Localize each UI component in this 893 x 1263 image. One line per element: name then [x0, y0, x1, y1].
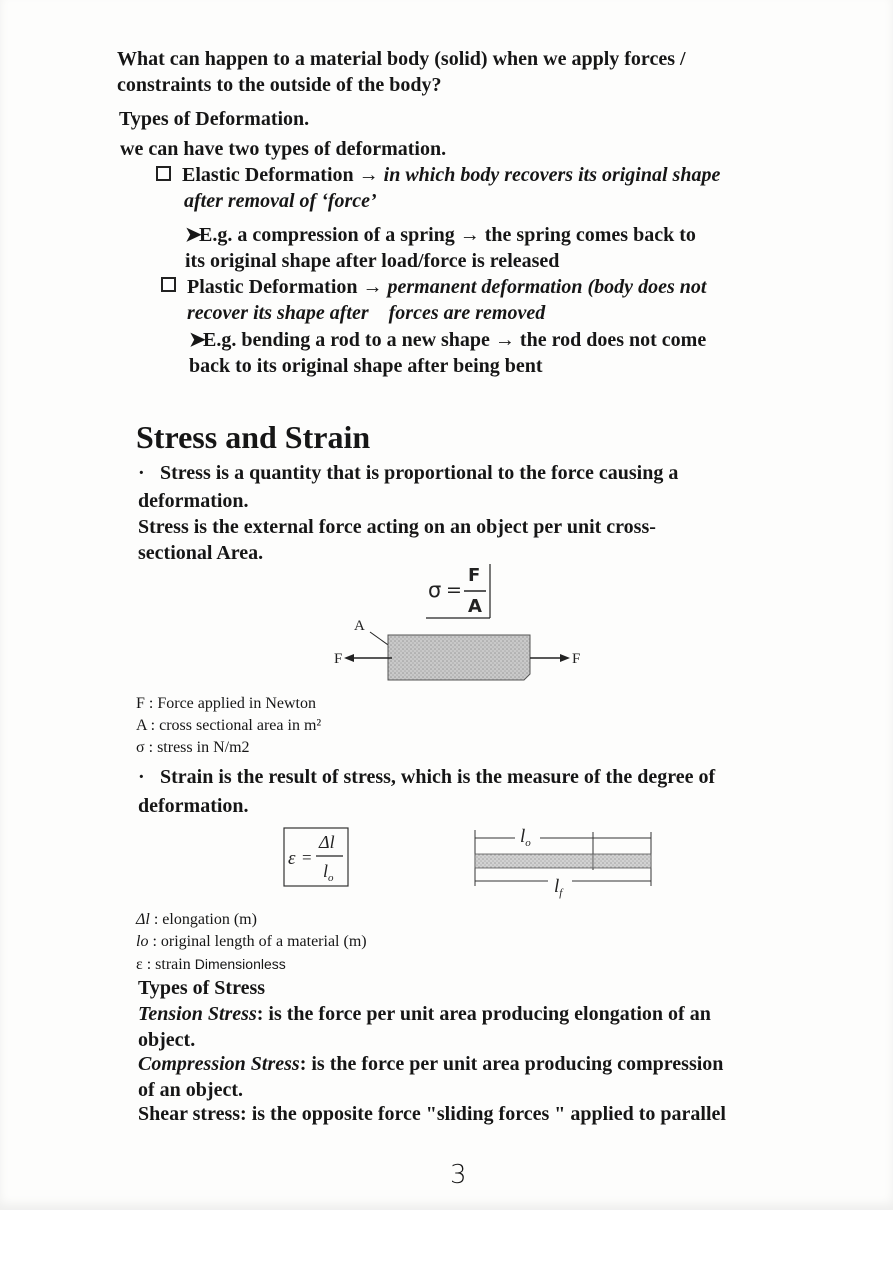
- legend-eps-unit: Dimensionless: [194, 956, 286, 972]
- stress-paragraph-1: [138, 460, 778, 514]
- plastic-def-line-1: permanent deformation (body does not: [387, 276, 707, 298]
- strain-line-1: Strain is the result of stress, which is the measure of the degree of: [160, 766, 716, 788]
- legend-strain: [136, 953, 367, 976]
- types-of-deformation-heading: Types of Deformation.: [119, 108, 310, 130]
- plastic-label: Plastic Deformation →: [187, 276, 383, 298]
- elastic-label: Elastic Deformation →: [182, 164, 379, 186]
- sigma-symbol: σ: [428, 578, 442, 602]
- numerator-f: F: [468, 565, 481, 586]
- legend-lo-text: : original length of a material (m): [148, 933, 367, 950]
- stress-p1-line-1: Stress is a quantity that is proportional to the force causing a: [160, 462, 679, 484]
- denominator-a: A: [468, 596, 482, 617]
- intro-question: [117, 46, 797, 98]
- legend-lo-symbol: lo: [136, 933, 149, 950]
- original-rod: [475, 854, 593, 868]
- rod-elongation-figure: [470, 826, 660, 906]
- lo-label: $l_o$: [520, 826, 531, 849]
- legend-elongation-text: : elongation (m): [149, 911, 257, 928]
- elastic-checkbox-icon: [156, 166, 171, 181]
- stress-paragraph-2: [138, 514, 778, 566]
- legend-eps-text: : strain: [142, 956, 195, 973]
- strain-line-2: deformation.: [138, 795, 249, 817]
- dot-bullet-icon: ·: [138, 462, 145, 484]
- compression-stress: [138, 1051, 798, 1103]
- stress-strain-heading: Stress and Strain: [136, 419, 371, 455]
- equals-sign: =: [446, 579, 462, 601]
- compression-line-2: of an object.: [138, 1079, 243, 1101]
- compression-term: Compression Stress: [138, 1053, 300, 1075]
- elastic-example-line-1: E.g. a compression of a spring → the spring comes back to: [199, 224, 696, 246]
- epsilon-symbol: ε: [288, 848, 296, 869]
- legend-area: A : cross sectional area in m²: [136, 717, 322, 734]
- legend-force: F : Force applied in Newton: [136, 695, 316, 712]
- strain-formula: [283, 827, 353, 889]
- strain-legend: [136, 909, 367, 976]
- strain-paragraph: [138, 764, 798, 819]
- elastic-example-line-2: its original shape after load/force is released: [185, 250, 560, 272]
- intro-question-line-2: constraints to the outside of the body?: [117, 74, 442, 96]
- area-label: A: [354, 618, 365, 634]
- compression-line-1: : is the force per unit area producing compression: [299, 1053, 724, 1075]
- legend-original-length: [136, 931, 367, 953]
- stress-p2-line-1: Stress is the external force acting on an object per unit cross-: [138, 516, 656, 538]
- stress-p1-line-2: deformation.: [138, 490, 249, 512]
- stress-legend: [136, 693, 321, 759]
- elastic-def-line-1: in which body recovers its original shape: [378, 164, 721, 186]
- dot-bullet-icon: ·: [138, 766, 145, 788]
- stress-formula: [424, 560, 504, 620]
- lo-denominator: $l_o$: [323, 861, 334, 884]
- force-right-label: F: [572, 651, 581, 667]
- plastic-example-line-1: E.g. bending a rod to a new shape → the rod does not come: [203, 329, 707, 351]
- page-number: 3: [450, 1160, 467, 1190]
- intro-question-line-1: What can happen to a material body (solid) when we apply forces /: [117, 48, 686, 70]
- arrow-bullet-icon: ➤: [185, 224, 202, 246]
- stress-bar-figure: [330, 612, 600, 692]
- legend-sigma: σ : stress in N/m2: [136, 739, 250, 756]
- legend-eps-symbol: ε: [136, 956, 143, 973]
- elastic-definition: [182, 162, 802, 214]
- force-left-label: F: [334, 651, 343, 667]
- types-of-stress-heading: Types of Stress: [138, 977, 266, 999]
- tension-term: Tension Stress: [138, 1003, 257, 1025]
- legend-elongation: [136, 909, 367, 931]
- stress-p2-line-2: sectional Area.: [138, 542, 264, 564]
- delta-l-numerator: Δl: [319, 832, 335, 852]
- legend-delta-l-symbol: Δl: [136, 911, 150, 928]
- elastic-example: [185, 222, 785, 274]
- bar-body: [388, 635, 530, 680]
- plastic-example: [189, 327, 789, 379]
- tension-stress: [138, 1001, 798, 1053]
- elastic-def-line-2: after removal of ‘force’: [184, 190, 377, 212]
- shear-stress: Shear stress: is the opposite force "sliding forces " applied to parallel: [138, 1103, 726, 1125]
- equals-sign: =: [302, 848, 312, 867]
- tension-line-2: object.: [138, 1029, 196, 1051]
- elongated-rod-extension: [593, 854, 651, 868]
- plastic-definition: [187, 274, 807, 326]
- force-right-arrowhead: [560, 654, 570, 662]
- arrow-bullet-icon: ➤: [189, 329, 206, 351]
- plastic-checkbox-icon: [161, 277, 176, 292]
- tension-line-1: : is the force per unit area producing elongation of an: [256, 1003, 711, 1025]
- plastic-example-line-2: back to its original shape after being bent: [189, 355, 543, 377]
- force-left-arrowhead: [344, 654, 354, 662]
- plastic-def-line-2: recover its shape after forces are removed: [187, 302, 546, 324]
- lf-label: $l_f$: [554, 876, 563, 899]
- two-types-text: we can have two types of deformation.: [120, 138, 447, 160]
